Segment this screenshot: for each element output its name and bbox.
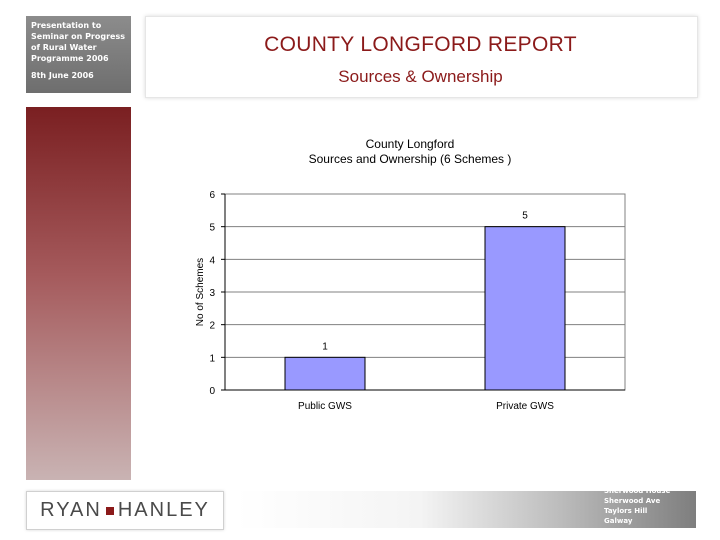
presentation-line: Presentation to <box>31 21 102 30</box>
presentation-date: 8th June 2006 <box>31 71 94 80</box>
address-line: Sherwood House <box>604 487 671 495</box>
y-tick-label: 2 <box>209 320 215 332</box>
page-subtitle: Sources & Ownership <box>338 67 503 86</box>
address-line: Sherwood Ave <box>604 497 661 505</box>
presentation-line: of Rural Water <box>31 43 97 52</box>
logo-separator <box>106 507 114 515</box>
chart-title: County Longford <box>365 137 455 151</box>
footer-address <box>604 486 694 526</box>
y-tick-label: 3 <box>209 288 215 299</box>
y-tick-label: 6 <box>209 190 215 201</box>
company-logo <box>26 491 224 530</box>
x-tick-label: Public GWS <box>298 401 352 412</box>
presentation-line: Programme 2006 <box>31 54 109 63</box>
page-title: COUNTY LONGFORD REPORT <box>264 33 577 56</box>
bar <box>485 227 565 390</box>
logo-left-text: RYAN <box>40 499 102 521</box>
bar-data-label: 5 <box>522 210 528 222</box>
presentation-line: Seminar on Progress <box>31 32 125 41</box>
x-tick-label: Private GWS <box>496 401 554 412</box>
chart-subtitle: Sources and Ownership (6 Schemes ) <box>308 152 512 166</box>
y-tick-label: 5 <box>209 222 215 234</box>
y-axis-label: No of Schemes <box>195 257 206 327</box>
y-tick-label: 4 <box>209 255 215 267</box>
bar <box>285 357 365 390</box>
logo-right-text: HANLEY <box>117 499 210 521</box>
address-line: Galway <box>604 517 633 525</box>
bar-data-label: 1 <box>322 341 328 353</box>
y-tick-label: 0 <box>209 386 215 397</box>
y-tick-label: 1 <box>209 353 215 365</box>
address-line: Taylors Hill <box>604 507 648 515</box>
